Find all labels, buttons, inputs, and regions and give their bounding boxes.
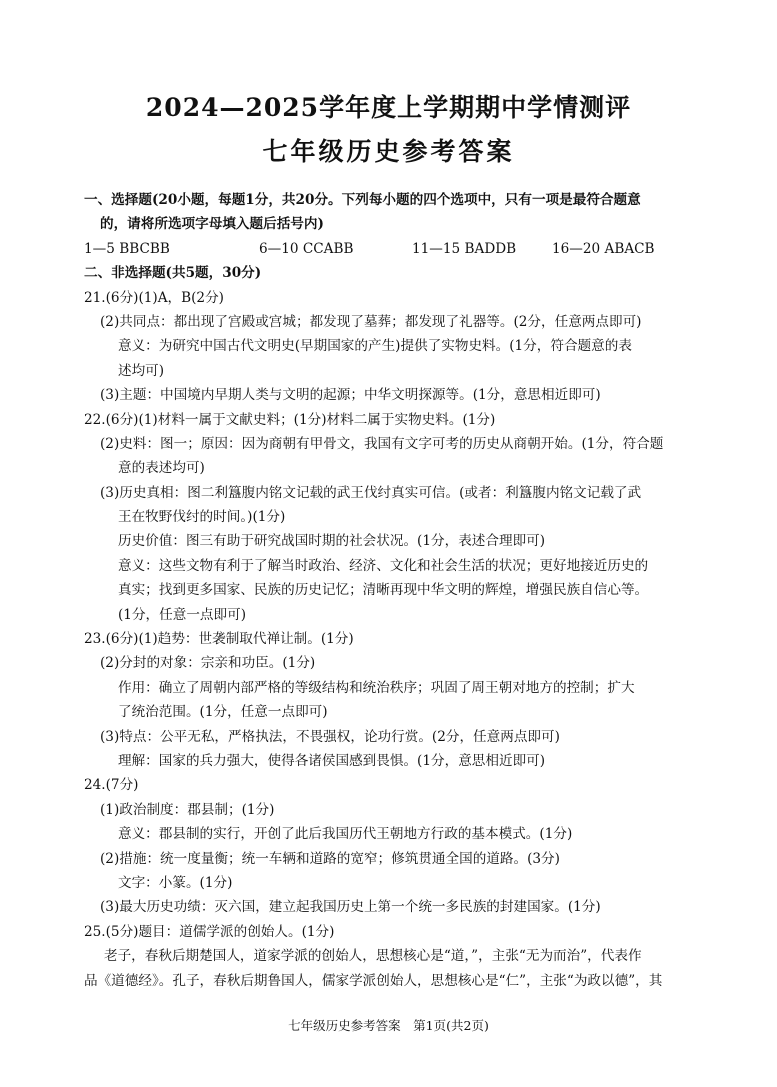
q22-line: (2)史料：图一；原因：因为商朝有甲骨文，我国有文字可考的历史从商朝开始。(1分，符合题 xyxy=(100,435,664,452)
page-title: 2024—2025学年度上学期期中学情测评 xyxy=(145,93,632,122)
q23-line: 作用：确立了周朝内部严格的等级结构和统治秩序；巩固了周王朝对地方的控制；扩大 xyxy=(118,679,635,696)
q21-line: (3)主题：中国境内早期人类与文明的起源；中华文明探源等。(1分，意思相近即可) xyxy=(100,387,601,404)
choice-answer: 11—15 BADDB xyxy=(412,240,517,257)
page-footer: 七年级历史参考答案 第1页(共2页) xyxy=(288,1018,489,1033)
choice-answer: 1—5 BBCBB xyxy=(84,240,170,257)
q23-line: (3)特点：公平无私，严格执法，不畏强权，论功行赏。(2分，任意两点即可) xyxy=(100,728,560,745)
section2-heading: 二、非选择题(共5题，30分) xyxy=(84,265,262,282)
q25-line: 25.(5分)题目：道儒学派的创始人。(1分) xyxy=(84,923,335,940)
choice-answers-row xyxy=(84,237,724,261)
page-subtitle: 七年级历史参考答案 xyxy=(262,137,515,166)
q24-line: 24.(7分) xyxy=(84,777,139,794)
q21-line: 意义：为研究中国古代文明史(早期国家的产生)提供了实物史料。(1分，符合题意的表 xyxy=(118,338,632,355)
q21-line: 述均可) xyxy=(118,362,165,379)
q24-line: 意义：郡县制的实行，开创了此后我国历代王朝地方行政的基本模式。(1分) xyxy=(118,826,573,843)
q21-line: (2)共同点：都出现了宫殿或宫城；都发现了墓葬；都发现了礼器等。(2分，任意两点即可) xyxy=(100,313,642,330)
q25-line: 品《道德经》。孔子，春秋后期鲁国人，儒家学派创始人，思想核心是“仁”，主张“为政以德”，其 xyxy=(84,972,663,989)
section1-heading: 一、选择题(20小题，每题1分，共20分。下列每小题的四个选项中，只有一项是最符合题意 xyxy=(84,192,641,208)
q22-line: (3)历史真相：图二利簋腹内铭文记载的武王伐纣真实可信。(或者：利簋腹内铭文记载了武 xyxy=(100,484,642,501)
choice-answer: 6—10 CCABB xyxy=(259,240,354,257)
q22-line: 22.(6分)(1)材料一属于文献史料；(1分)材料二属于实物史料。(1分) xyxy=(84,411,496,428)
choice-answer: 16—20 ABACB xyxy=(552,240,655,257)
q23-line: 理解：国家的兵力强大，使得各诸侯国感到畏惧。(1分，意思相近即可) xyxy=(118,752,546,769)
q22-line: 历史价值：图三有助于研究战国时期的社会状况。(1分，表述合理即可) xyxy=(118,533,546,550)
q23-line: (2)分封的对象：宗亲和功臣。(1分) xyxy=(100,655,316,672)
q21-line: 21.(6分)(1)A，B(2分) xyxy=(84,289,224,306)
section1-heading-cont: 的，请将所选项字母填入题后括号内) xyxy=(100,216,324,233)
q22-line: 意的表述均可) xyxy=(118,460,205,477)
q24-line: (1)政治制度：郡县制；(1分) xyxy=(100,801,275,818)
q25-line: 老子，春秋后期楚国人，道家学派的创始人，思想核心是“道，”，主张“无为而治”，代表作 xyxy=(104,948,642,965)
q24-line: (3)最大历史功绩：灭六国，建立起我国历史上第一个统一多民族的封建国家。(1分) xyxy=(100,899,601,916)
q24-line: (2)措施：统一度量衡；统一车辆和道路的宽窄；修筑贯通全国的道路。(3分) xyxy=(100,850,560,867)
q23-line: 了统治范围。(1分，任意一点即可) xyxy=(118,704,328,721)
answer-body xyxy=(84,188,724,993)
q23-line: 23.(6分)(1)趋势：世袭制取代禅让制。(1分) xyxy=(84,631,354,648)
q22-line: 意义：这些文物有利于了解当时政治、经济、文化和社会生活的状况；更好地接近历史的 xyxy=(118,557,649,574)
q22-line: 王在牧野伐纣的时间。)(1分) xyxy=(118,509,286,526)
q22-line: (1分，任意一点即可) xyxy=(118,606,247,623)
q22-line: 真实；找到更多国家、民族的历史记忆；清晰再现中华文明的辉煌，增强民族自信心等。 xyxy=(118,582,649,599)
q24-line: 文字：小篆。(1分) xyxy=(118,874,233,891)
